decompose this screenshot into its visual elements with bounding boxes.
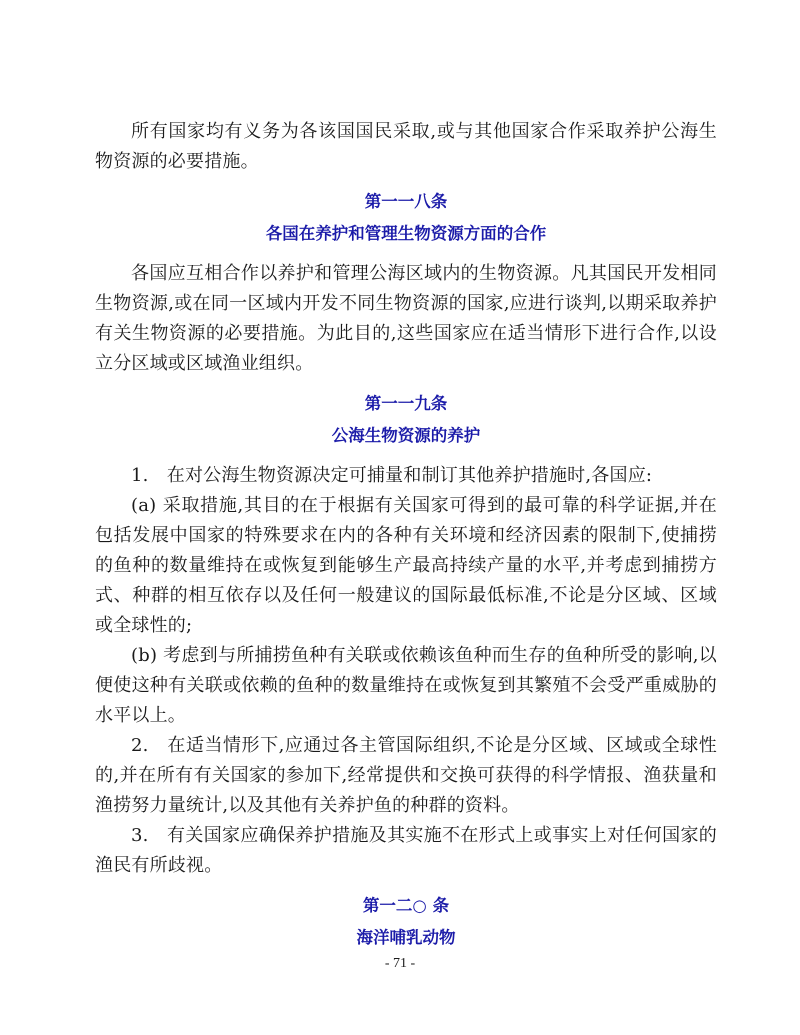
article-120-number: 第一二○ 条 (362, 896, 450, 915)
article-119-number: 第一一九条 (364, 394, 448, 413)
article-118-title: 各国在养护和管理生物资源方面的合作 (265, 224, 547, 243)
article-119-para-1a: (a) 采取措施,其目的在于根据有关国家可得到的最可靠的科学证据,并在包括发展中国家的特殊要求在内的各种有关环境和经济因素的限制下,使捕捞的鱼种的数量维持在或恢复到能够生产最高持续产量的水平,并考虑到捕捞方式、种群的相互依存以及任何一般建议的国际最低标准,不论是分区域、区域或全球性的; (95, 495, 717, 636)
article-119-para-3: 3. 有关国家应确保养护措施及其实施不在形式上或事实上对任何国家的渔民有所歧视。 (95, 825, 717, 876)
article-119-para-1: 1. 在对公海生物资源决定可捕量和制订其他养护措施时,各国应: (131, 465, 653, 486)
article-118-body: 各国应互相合作以养护和管理公海区域内的生物资源。凡其国民开发相同生物资源,或在同一区域内开发不同生物资源的国家,应进行谈判,以期采取养护有关生物资源的必要措施。为此目的,这些国家应在适当情形下进行合作,以设立分区域或区域渔业组织。 (95, 263, 717, 374)
article-118-number: 第一一八条 (364, 192, 448, 211)
page-content (95, 117, 717, 951)
article-119-title: 公海生物资源的养护 (331, 426, 481, 445)
article-119-para-1b: (b) 考虑到与所捕捞鱼种有关联或依赖该鱼种而生存的鱼种所受的影响,以便使这种有关联或依赖的鱼种的数量维持在或恢复到其繁殖不会受严重威胁的水平以上。 (95, 645, 717, 726)
intro-paragraph: 所有国家均有义务为各该国国民采取,或与其他国家合作采取养护公海生物资源的必要措施。 (95, 121, 717, 172)
article-119-para-2: 2. 在适当情形下,应通过各主管国际组织,不论是分区域、区域或全球性的,并在所有有关国家的参加下,经常提供和交换可获得的科学情报、渔获量和渔捞努力量统计,以及其他有关养护鱼的种群的资料。 (95, 735, 717, 816)
page-number: - 71 - (384, 956, 416, 971)
article-120-title: 海洋哺乳动物 (356, 928, 456, 947)
